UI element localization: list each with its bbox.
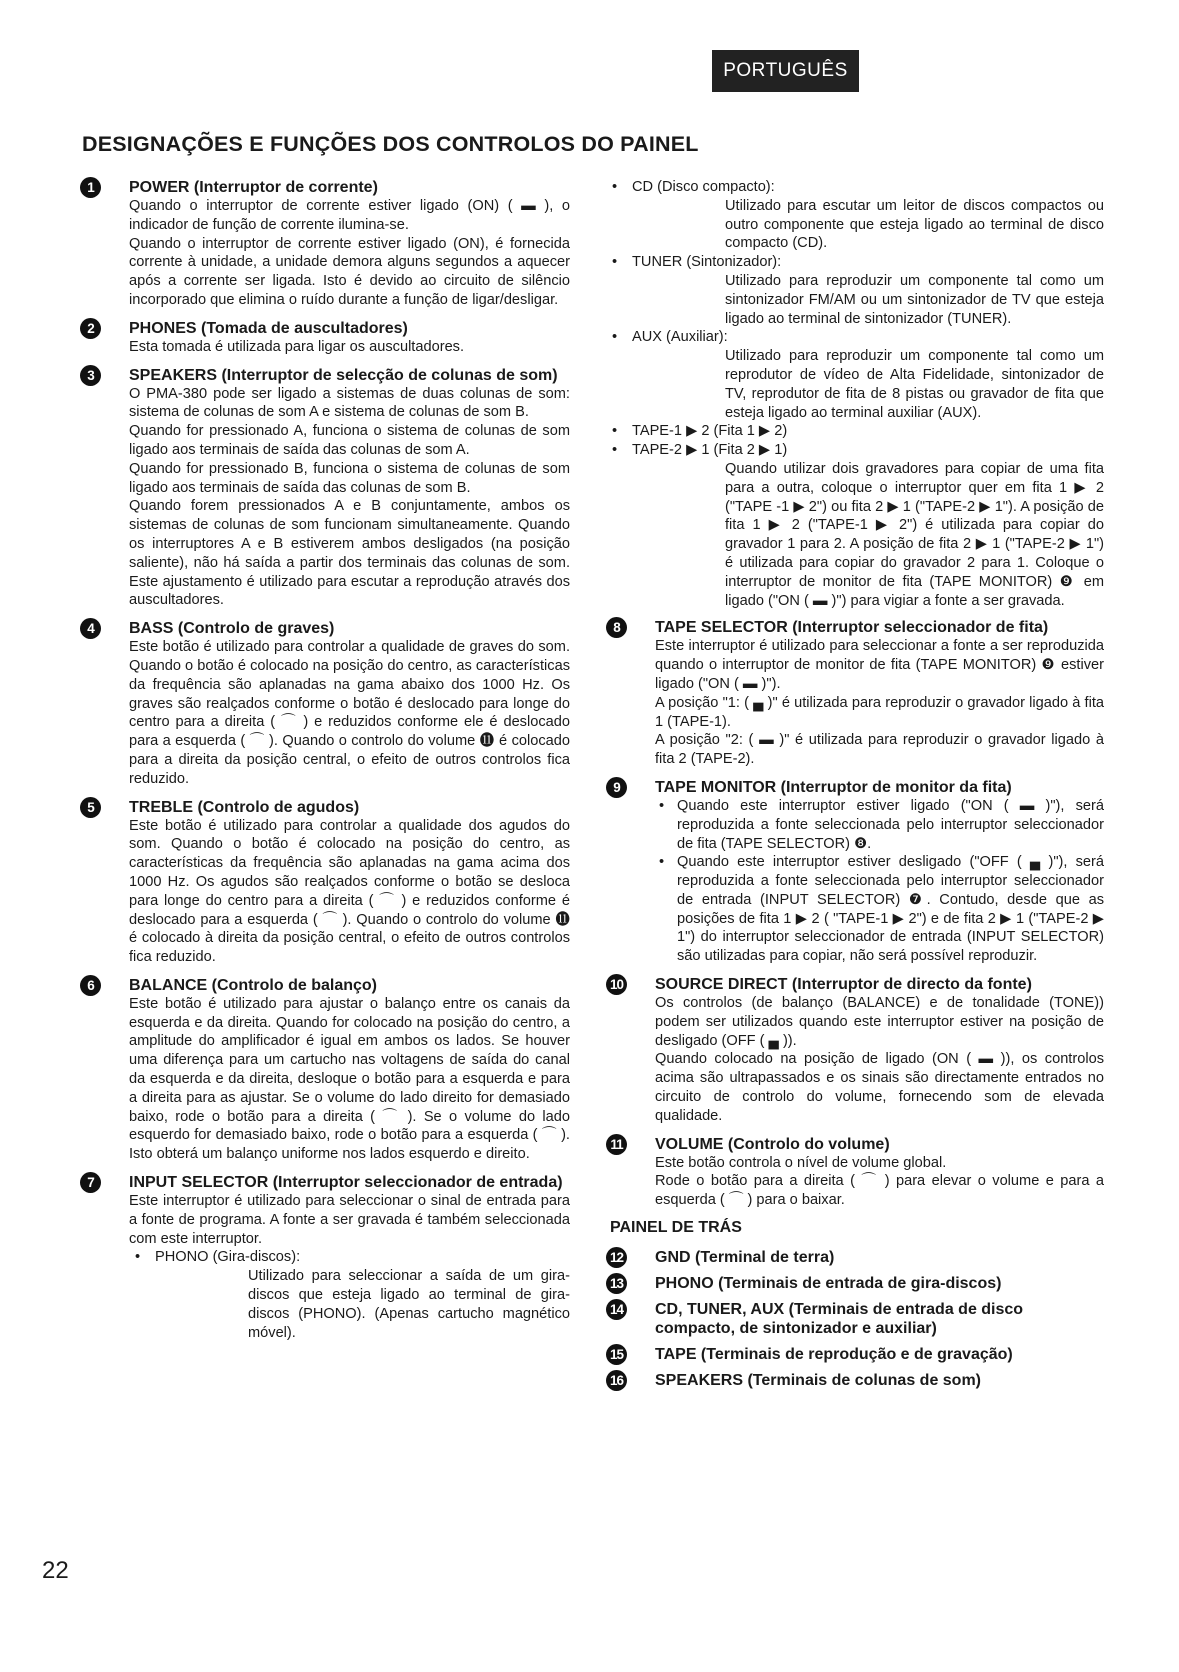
bullet-item: • Quando este interruptor estiver ligado ("ON ( ▬ )"), será reproduzida a fonte seleccionada pelo interruptor seleccionador de fita (TAPE SELECTOR) ❽.	[655, 797, 1104, 853]
item-body	[655, 637, 1104, 769]
item-body	[655, 1154, 1104, 1210]
source-item	[606, 253, 1104, 328]
item-paragraph: A posição "1: ( ▄ )" é utilizada para reproduzir o gravador ligado à fita 1 (TAPE-1).	[655, 694, 1104, 730]
item-paragraph: Este botão é utilizado para ajustar o balanço entre os canais da esquerda e da direita. Quando for colocado na posição do centro, a amplitude do amplificador é igual em ambos os lados. Se houver uma diferença para um cartucho nas voltagens de saída do canal da esquerda e da direita, desloque o botão para a esquerda e para a direita para as ajustar. Se o volume do lado direito for demasiado baixo, rode o botão para a direita ( ⌒ ). Se o volume do lado esquerdo for demasiado baixo, rode o botão para a esquerda ( ⌒ ). Isto obterá um balanço uniforme nos lados esquerdo e direito.	[129, 995, 570, 1163]
item-number-badge: 4	[80, 618, 101, 639]
item-title: BALANCE (Controlo de balanço)	[129, 976, 377, 994]
control-item	[80, 798, 570, 967]
source-list	[129, 1248, 570, 1342]
source-description: Utilizado para reproduzir um componente tal como um reprodutor de vídeo de Alta Fidelidade, sintonizador de TV, reprodutor de fita de 8 pistas ou gravador de fita que esteja ligado ao terminal auxiliar (AUX).	[725, 348, 1104, 421]
rear-panel-item	[606, 1371, 1104, 1390]
item-paragraph: Rode o botão para a direita ( ⌒ ) para elevar o volume e para a esquerda ( ⌒ ) para o baixar.	[655, 1173, 1104, 1209]
item-title: PHONES (Tomada de auscultadores)	[129, 319, 408, 337]
language-tab: PORTUGUÊS	[712, 50, 859, 92]
source-description: Utilizado para escutar um leitor de discos compactos ou outro componente que esteja ligado ao terminal de disco compacto (CD).	[725, 197, 1104, 252]
item-number-badge: 9	[606, 777, 627, 798]
item-body	[129, 385, 570, 611]
item-paragraph: O PMA-380 pode ser ligado a sistemas de duas colunas de som: sistema de colunas de som A e sistema de colunas de som B.	[129, 385, 570, 421]
control-item	[80, 319, 570, 357]
item-number-badge: 3	[80, 365, 101, 386]
item-number-badge: 1	[80, 177, 101, 198]
item-body	[129, 638, 570, 788]
source-name: • TAPE-1 ▶ 2 (Fita 1 ▶ 2)	[632, 423, 788, 440]
item-title: CD, TUNER, AUX (Terminais de entrada de disco compacto, de sintonizador e auxiliar)	[655, 1300, 1024, 1337]
item-title: INPUT SELECTOR (Interruptor seleccionador de entrada)	[129, 1174, 563, 1192]
item-body	[129, 197, 570, 310]
item-number-badge: 2	[80, 318, 101, 339]
item-title: PHONO (Terminais de entrada de gira-discos)	[655, 1274, 1002, 1292]
item-paragraph: Este interruptor é utilizado para seleccionar a fonte a ser reproduzida quando o interruptor de monitor de fita (TAPE MONITOR) ❾ estiver ligado ("ON ( ▬ )").	[655, 638, 1104, 692]
source-item	[606, 441, 1104, 610]
item-body	[129, 995, 570, 1164]
item-paragraph: Quando o interruptor de corrente estiver ligado (ON) ( ▬ ), o indicador de função de corrente ilumina-se.	[129, 198, 570, 233]
item-title: SOURCE DIRECT (Interruptor de directo da fonte)	[655, 976, 1032, 994]
source-name: • AUX (Auxiliar):	[632, 329, 728, 346]
item-paragraph: Esta tomada é utilizada para ligar os auscultadores.	[129, 338, 465, 355]
item-paragraph: Este botão controla o nível de volume global.	[655, 1154, 947, 1171]
rear-panel-item	[606, 1274, 1104, 1293]
control-item	[606, 618, 1104, 769]
item-paragraph: Quando for pressionado A, funciona o sistema de colunas de som ligado aos terminais de saída das colunas de som A.	[129, 423, 570, 458]
item-paragraph: Quando forem pressionados A e B conjuntamente, ambos os sistemas de colunas de som funcionam simultaneamente. Quando os interruptores A e B estiverem ambos desligados (na posição saliente), não há saída a partir dos terminais das colunas de som. Este ajustamento é utilizado para escutar a reprodução através dos auscultadores.	[129, 498, 570, 609]
control-item	[606, 778, 1104, 966]
rear-panel-heading: PAINEL DE TRÁS	[610, 1219, 742, 1237]
item-paragraph: Este botão é utilizado para controlar a qualidade de graves do som. Quando o botão é colocado na posição do centro, as características da frequência são aplanadas na gama abaixo dos 1000 Hz. Os graves são realçados conforme o botão é deslocado para longe do centro para a direita ( ⌒ ) e reduzidos conforme ele é deslocado para a esquerda ( ⌒ ). Quando o controlo do volume ⓫ é colocado para a direita da posição central, o efeito de outros controlos fica reduzido.	[129, 639, 570, 787]
item-title: SPEAKERS (Interruptor de selecção de colunas de som)	[129, 366, 558, 384]
control-item	[80, 619, 570, 788]
source-name: • TUNER (Sintonizador):	[632, 254, 782, 271]
item-title: TREBLE (Controlo de agudos)	[129, 798, 360, 816]
item-paragraph: Os controlos (de balanço (BALANCE) e de tonalidade (TONE)) podem ser utilizados quando este interruptor estiver na posição de desligado (OFF ( ▄ )).	[655, 995, 1104, 1049]
item-number-badge: 8	[606, 617, 627, 638]
item-number-badge: 7	[80, 1172, 101, 1193]
item-paragraph: Este botão é utilizado para controlar a qualidade dos agudos do som. Quando o botão é colocado na posição do centro, as características da frequência são aplanadas na gama acima dos 1000 Hz. Os agudos são realçados conforme o botão se desloca para longe do centro para a direita ( ⌒ ) e reduzidos conforme é deslocado para a esquerda ( ⌒ ). Quando o controlo do volume ⓫ é colocado à direita da posição central, o efeito de outros controlos fica reduzido.	[129, 817, 570, 966]
control-item	[80, 178, 570, 310]
item-paragraph: Quando colocado na posição de ligado (ON ( ▬ )), os controlos acima são ultrapassados e os sinais são directamente entrados no circuito de controlo do volume, fornecendo som de elevada qualidade.	[655, 1051, 1104, 1124]
source-list	[606, 178, 1104, 610]
item-body	[655, 994, 1104, 1126]
item-title: TAPE (Terminais de reprodução e de gravação)	[655, 1345, 1013, 1363]
item-paragraph: Este interruptor é utilizado para seleccionar o sinal de entrada para a fonte de programa. A fonte a ser gravada é também seleccionada com este interruptor.	[129, 1193, 570, 1247]
item-title: POWER (Interruptor de corrente)	[129, 179, 378, 196]
source-description: Utilizado para reproduzir um componente tal como um sintonizador FM/AM ou um sintonizador de TV que esteja ligado ao terminal de sintonizador (TUNER).	[725, 272, 1104, 327]
item-paragraph: A posição "2: ( ▬ )" é utilizada para reproduzir o gravador ligado à fita 2 (TAPE-2).	[655, 732, 1104, 768]
item-number-badge: 10	[606, 974, 627, 995]
control-item	[80, 366, 570, 611]
source-description: Utilizado para seleccionar a saída de um gira-discos que esteja ligado ao terminal de gira-discos (PHONO). (Apenas cartucho magnético móvel).	[248, 1268, 570, 1341]
item-number-badge: 12	[606, 1247, 627, 1268]
control-item	[80, 1173, 570, 1342]
bullet-item: • Quando este interruptor estiver desligado ("OFF ( ▄ )"), será reproduzida a fonte seleccionada pelo interruptor seleccionador de entrada (INPUT SELECTOR) ❼. Contudo, desde que as posições de fita 1 ▶ 2 ( "TAPE-1 ▶ 2") e de fita 2 ▶ 1 ("TAPE-2 ▶ 1") do interruptor seleccionador de entrada (INPUT SELECTOR) são utilizadas para copiar, não será possível reproduzir.	[655, 853, 1104, 966]
item-number-badge: 14	[606, 1299, 627, 1320]
item-number-badge: 13	[606, 1273, 627, 1294]
source-item	[129, 1248, 570, 1342]
item-title: TAPE MONITOR (Interruptor de monitor da fita)	[655, 778, 1012, 796]
source-item	[606, 328, 1104, 422]
rear-panel-item	[606, 1248, 1104, 1267]
source-name: • TAPE-2 ▶ 1 (Fita 2 ▶ 1)	[632, 442, 788, 459]
source-description: Quando utilizar dois gravadores para copiar de uma fita para a outra, coloque o interruptor quer em fita 1 ▶ 2 ("TAPE -1 ▶ 2") ou fita 2 ▶ 1 ("TAPE-2 ▶ 1"). A posição de fita 1 ▶ 2 ("TAPE-1 ▶ 2") é utilizada para copiar do gravador 1 para 2. A posição de fita 2 ▶ 1 ("TAPE-2 ▶ 1") é utilizada para copiar do gravador 2 para 1. Coloque o interruptor de monitor de fita (TAPE MONITOR) ❾ em ligado ("ON ( ▬ )") para vigiar a fonte a ser gravada.	[725, 460, 1104, 609]
rear-panel-item	[606, 1300, 1104, 1338]
source-name: • PHONO (Gira-discos):	[155, 1249, 301, 1266]
source-item	[606, 178, 1104, 253]
item-body	[129, 817, 570, 967]
page-title: DESIGNAÇÕES E FUNÇÕES DOS CONTROLOS DO PAINEL	[82, 132, 699, 156]
item-body	[129, 338, 570, 357]
item-number-badge: 6	[80, 975, 101, 996]
item-number-badge: 5	[80, 797, 101, 818]
item-paragraph: Quando for pressionado B, funciona o sistema de colunas de som ligado aos terminais de saída das colunas de som B.	[129, 460, 570, 496]
item-number-badge: 15	[606, 1344, 627, 1365]
source-item	[606, 422, 1104, 441]
control-item	[606, 975, 1104, 1126]
rear-panel-item	[606, 1345, 1104, 1364]
item-title: VOLUME (Controlo do volume)	[655, 1135, 890, 1153]
item-body	[655, 797, 1104, 966]
item-number-badge: 16	[606, 1370, 627, 1391]
item-title: GND (Terminal de terra)	[655, 1248, 835, 1266]
item-body	[129, 1192, 570, 1342]
item-paragraph: Quando o interruptor de corrente estiver ligado (ON), é fornecida corrente à unidade, a unidade demora alguns segundos a aquecer após a corrente ser ligada. Isto é devido ao circuito de silêncio incorporado que elimina o ruído durante a função de ligar/desligar.	[129, 235, 570, 308]
right-column	[606, 178, 1104, 1397]
item-title: SPEAKERS (Terminais de colunas de som)	[655, 1371, 982, 1389]
control-item	[80, 976, 570, 1164]
item-title: BASS (Controlo de graves)	[129, 620, 335, 638]
control-item	[606, 1135, 1104, 1210]
left-column	[80, 178, 570, 1351]
item-title: TAPE SELECTOR (Interruptor seleccionador de fita)	[655, 619, 1049, 637]
item-number-badge: 11	[606, 1134, 627, 1155]
page-number: 22	[42, 1557, 69, 1584]
source-name: • CD (Disco compacto):	[632, 179, 775, 195]
